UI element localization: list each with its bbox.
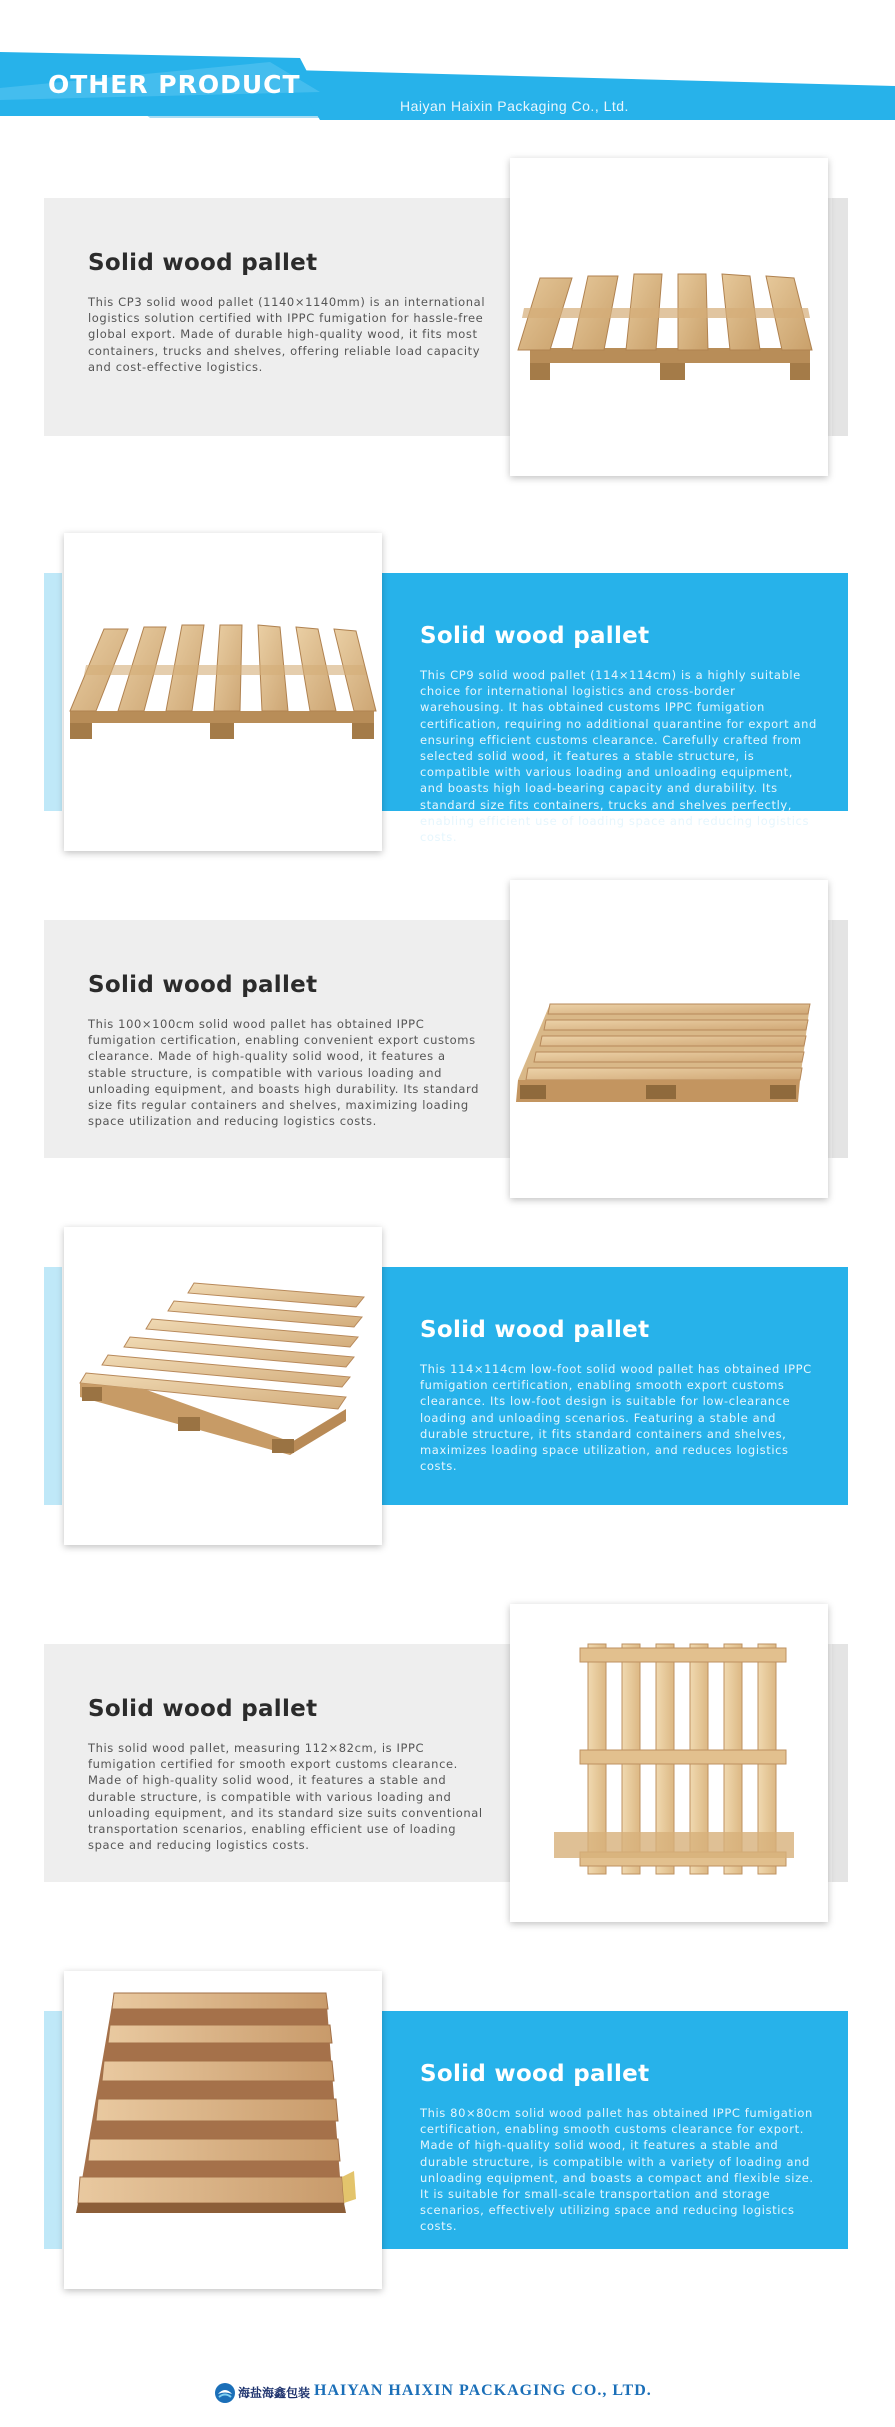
product-title: Solid wood pallet (420, 2061, 650, 2087)
product-text (420, 2061, 820, 2235)
product-section-6 (0, 1971, 895, 2291)
product-description: This 114×114cm low-foot solid wood pallet has obtained IPPC fumigation certification, enabling smooth export customs clearance. Its low-foot design is suitable for low-clearance loading and unloading scenarios. Featuring a stable and durable structure, it fits standard containers and shelves, maximizes loading space utilization, and reduces logistics costs. (420, 1362, 812, 1474)
product-text (420, 623, 820, 845)
footer-company-name: HAIYAN HAIXIN PACKAGING CO., LTD. (314, 2382, 652, 2399)
product-image-frame (510, 1604, 828, 1922)
product-text (88, 250, 488, 375)
product-image-frame (510, 880, 828, 1198)
product-title: Solid wood pallet (88, 972, 318, 998)
company-subtitle: Haiyan Haixin Packaging Co., Ltd. (400, 98, 629, 114)
product-title: Solid wood pallet (88, 250, 318, 276)
product-image-frame (64, 1227, 382, 1545)
product-description: This CP3 solid wood pallet (1140×1140mm) is an international logistics solution certified with IPPC fumigation for hassle-free global export. Made of durable high-quality wood, it fits most containers, trucks and shelves, offering reliable load capacity and cost-effective logistics. (88, 295, 486, 374)
product-section-1 (0, 158, 895, 478)
product-image-frame (64, 533, 382, 851)
product-text (88, 972, 488, 1129)
product-title: Solid wood pallet (420, 623, 650, 649)
header-banner (0, 0, 895, 140)
wood-pallet-low-foot-photo-icon (64, 1227, 382, 1545)
footer (0, 2378, 895, 2418)
product-image-frame (510, 158, 828, 476)
product-section-3 (0, 880, 895, 1200)
product-image-frame (64, 1971, 382, 2289)
wood-pallet-80-photo-icon (64, 1971, 382, 2289)
product-title: Solid wood pallet (420, 1317, 650, 1343)
product-section-5 (0, 1604, 895, 1924)
wood-pallet-cp3-photo-icon (510, 158, 828, 476)
product-description: This 80×80cm solid wood pallet has obtained IPPC fumigation certification, enabling smooth customs clearance for export. Made of high-quality solid wood, it features a stable and durable structure, is compatible with a variety of loading and unloading equipment, and boasts a compact and flexible size. It is suitable for small-scale transportation and storage scenarios, effectively utilizing space and reducing logistics costs. (420, 2106, 814, 2234)
footer-logo-text: 海盐海鑫包装 (238, 2386, 311, 2400)
page-title: OTHER PRODUCT (48, 70, 301, 99)
product-text (88, 1696, 488, 1853)
product-description: This solid wood pallet, measuring 112×82cm, is IPPC fumigation certified for smooth export customs clearance. Made of high-quality solid wood, it features a stable and durable structure, is compatible with various loading and unloading equipment, and its standard size suits conventional transportation scenarios, enabling efficient use of loading space and reducing logistics costs. (88, 1741, 483, 1853)
product-section-4 (0, 1227, 895, 1547)
wood-pallet-112x82-photo-icon (510, 1604, 828, 1922)
product-description: This CP9 solid wood pallet (114×114cm) is a highly suitable choice for international logistics and cross-border warehousing. It has obtained customs IPPC fumigation certification, requiring no additional quarantine for export and ensuring efficient customs clearance. Carefully crafted from selected solid wood, it features a stable structure, is compatible with various loading and unloading equipment, and boasts high load-bearing capacity and durability. Its standard size fits containers, trucks and shelves perfectly, enabling efficient use of loading space and reducing logistics costs. (420, 668, 817, 845)
product-title: Solid wood pallet (88, 1696, 318, 1722)
company-logo-icon (214, 2382, 236, 2404)
wood-pallet-100-photo-icon (510, 880, 828, 1198)
product-description: This 100×100cm solid wood pallet has obtained IPPC fumigation certification, enabling convenient export customs clearance. Made of high-quality solid wood, it features a stable structure, is compatible with various loading and unloading equipment, and boasts high durability. Its standard size fits regular containers and shelves, maximizing loading space utilization and reducing logistics costs. (88, 1017, 480, 1129)
product-section-2 (0, 533, 895, 853)
product-text (420, 1317, 820, 1474)
wood-pallet-cp9-photo-icon (64, 533, 382, 851)
